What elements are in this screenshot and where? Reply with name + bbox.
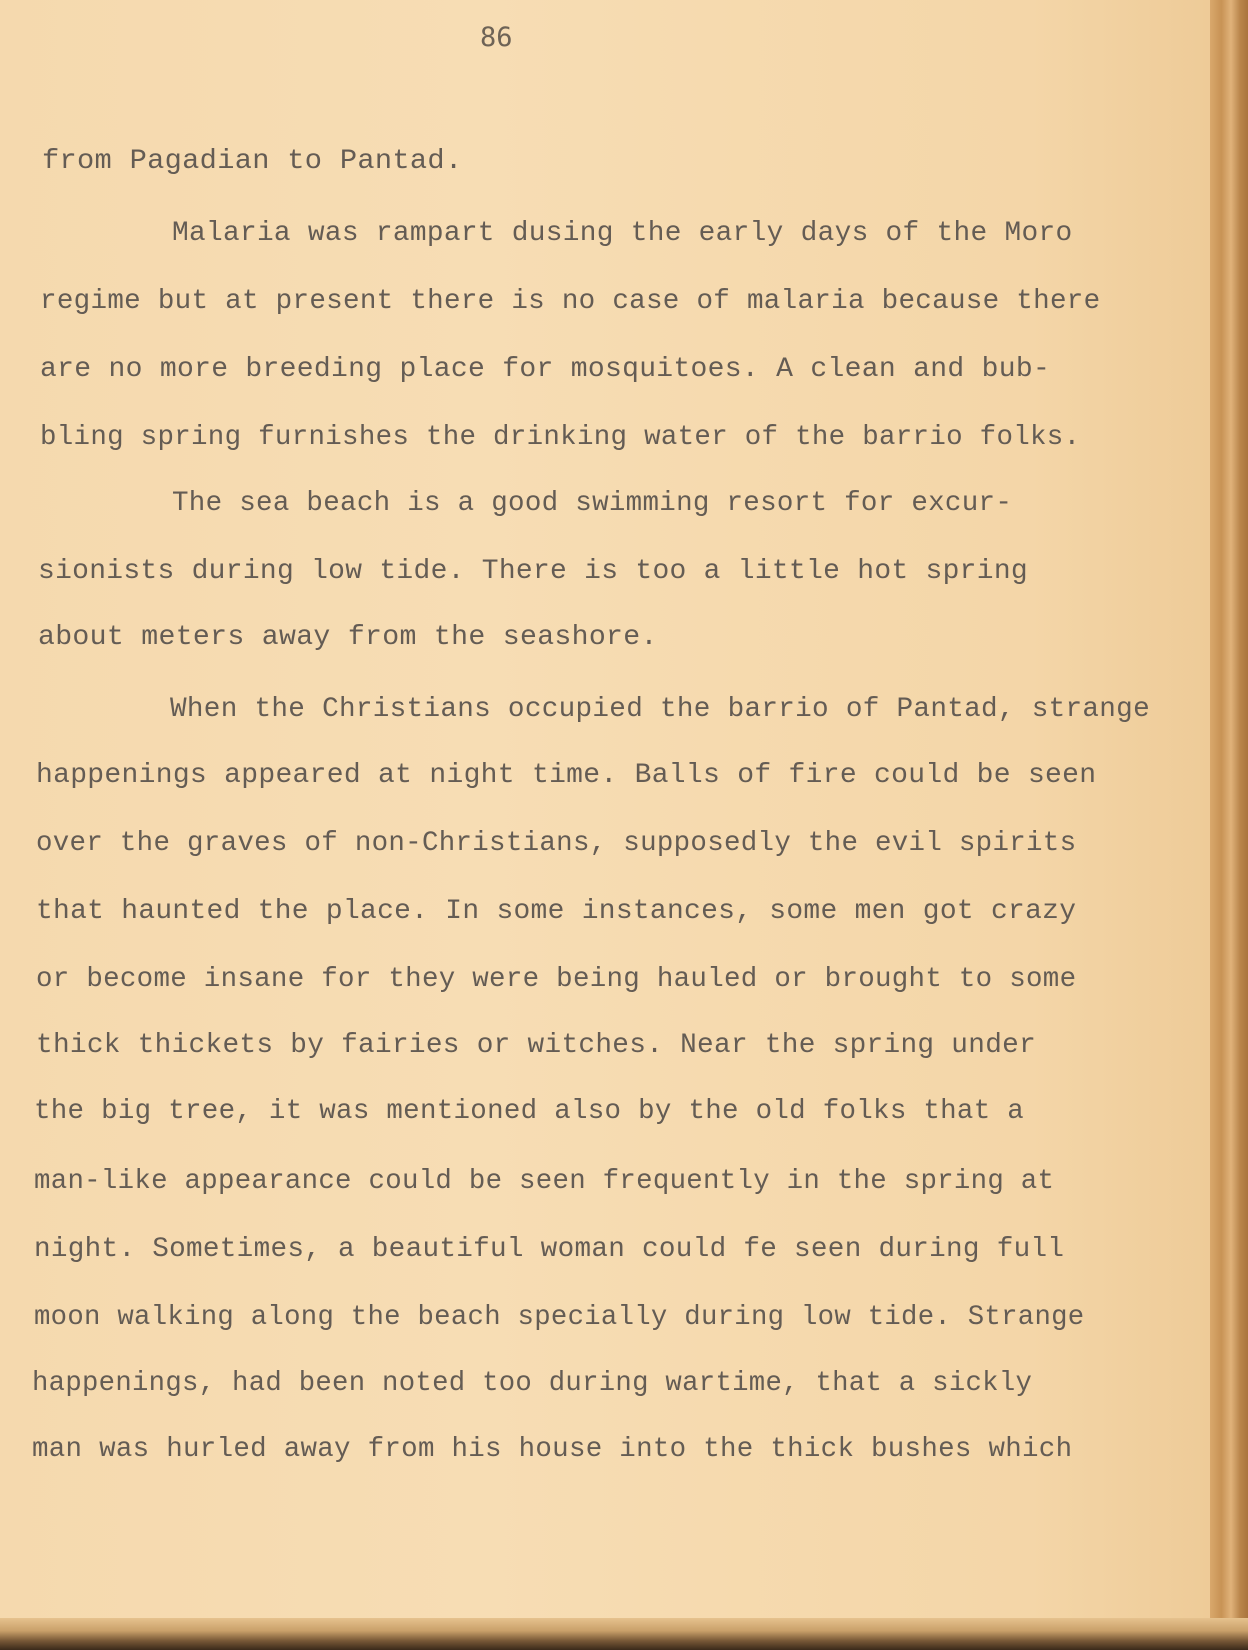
text-line: moon walking along the beach specially during low tide. Strange <box>34 1302 1085 1333</box>
text-line: The sea beach is a good swimming resort for excur- <box>172 488 1013 519</box>
text-line: happenings appeared at night time. Balls of fire could be seen <box>36 760 1097 791</box>
text-line: bling spring furnishes the drinking water of the barrio folks. <box>40 422 1081 453</box>
text-line: about meters away from the seashore. <box>38 622 658 653</box>
text-line: or become insane for they were being hauled or brought to some <box>36 964 1077 995</box>
page-bottom-edge <box>0 1618 1248 1650</box>
text-line: over the graves of non-Christians, supposedly the evil spirits <box>36 828 1077 859</box>
page-number: 86 <box>480 22 513 53</box>
text-line: the big tree, it was mentioned also by the old folks that a <box>34 1096 1025 1127</box>
text-line: man was hurled away from his house into the thick bushes which <box>32 1434 1073 1465</box>
text-line: thick thickets by fairies or witches. Near the spring under <box>36 1030 1037 1061</box>
text-line: happenings, had been noted too during wartime, that a sickly <box>32 1368 1033 1399</box>
text-line: man-like appearance could be seen frequently in the spring at <box>34 1166 1055 1197</box>
book-binding-edge <box>1210 0 1248 1650</box>
text-line: regime but at present there is no case of malaria because there <box>40 286 1101 317</box>
text-line: are no more breeding place for mosquitoes. A clean and bub- <box>40 354 1051 385</box>
text-line: Malaria was rampart dusing the early days of the Moro <box>172 218 1073 249</box>
text-line: night. Sometimes, a beautiful woman could fe seen during full <box>34 1234 1065 1265</box>
text-line: sionists during low tide. There is too a little hot spring <box>38 556 1028 587</box>
text-line: from Pagadian to Pantad. <box>42 146 463 177</box>
text-line: that haunted the place. In some instances, some men got crazy <box>36 896 1077 927</box>
text-line: When the Christians occupied the barrio of Pantad, strange <box>170 694 1150 725</box>
